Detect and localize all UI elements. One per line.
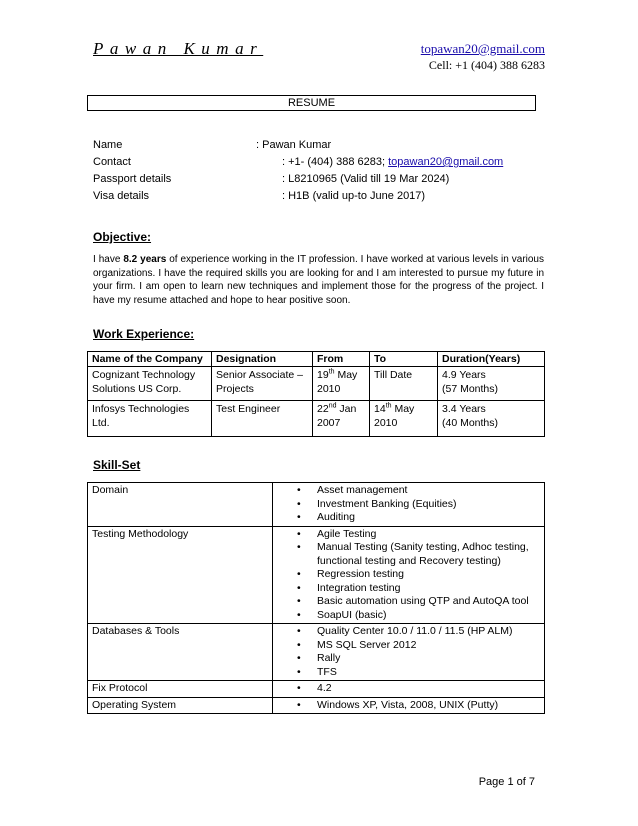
contact-email-link[interactable]: topawan20@gmail.com bbox=[388, 156, 504, 168]
work-company: Infosys Technologies Ltd. bbox=[88, 401, 212, 437]
work-designation: Senior Associate – Projects bbox=[212, 367, 313, 401]
work-company: Cognizant Technology Solutions US Corp. bbox=[88, 367, 212, 401]
list-item: • 4.2 bbox=[317, 682, 540, 696]
work-designation: Test Engineer bbox=[212, 401, 313, 437]
list-item: • Regression testing bbox=[317, 568, 540, 582]
skill-list bbox=[277, 699, 540, 713]
work-header-to: To bbox=[370, 352, 438, 367]
work-header-designation: Designation bbox=[212, 352, 313, 367]
list-item: • Rally bbox=[317, 652, 540, 666]
skill-list bbox=[277, 528, 540, 623]
skill-category: Operating System bbox=[88, 697, 273, 714]
list-item: • Quality Center 10.0 / 11.0 / 11.5 (HP ALM) bbox=[317, 625, 540, 639]
skill-list bbox=[277, 484, 540, 525]
skill-items bbox=[273, 526, 545, 624]
list-item: • Integration testing bbox=[317, 582, 540, 596]
list-item: • SoapUI (basic) bbox=[317, 609, 540, 623]
info-passport-label: Passport details bbox=[93, 173, 172, 185]
page-number: Page 1 of 7 bbox=[478, 776, 535, 788]
skill-items bbox=[273, 681, 545, 698]
work-from: 22nd Jan 2007 bbox=[313, 401, 370, 437]
skill-category: Testing Methodology bbox=[88, 526, 273, 624]
info-visa-label: Visa details bbox=[93, 190, 150, 202]
list-item: • Investment Banking (Equities) bbox=[317, 498, 540, 512]
table-row bbox=[88, 697, 545, 714]
resume-title-box bbox=[87, 95, 536, 111]
table-row bbox=[88, 624, 545, 681]
header-cell-phone: Cell: +1 (404) 388 6283 bbox=[428, 58, 545, 72]
table-row bbox=[88, 401, 545, 437]
objective-years: 8.2 years bbox=[123, 254, 167, 265]
table-row bbox=[88, 526, 545, 624]
info-contact-label: Contact bbox=[93, 156, 131, 168]
list-item: • Auditing bbox=[317, 511, 540, 525]
info-contact-value bbox=[282, 156, 503, 168]
work-duration: 3.4 Years (40 Months) bbox=[438, 401, 545, 437]
candidate-name: Pawan Kumar bbox=[93, 39, 264, 58]
skill-items bbox=[273, 697, 545, 714]
list-item: • Windows XP, Vista, 2008, UNIX (Putty) bbox=[317, 699, 540, 713]
info-visa-value: : H1B (valid up-to June 2017) bbox=[282, 190, 426, 202]
skill-list bbox=[277, 682, 540, 696]
list-item: • Manual Testing (Sanity testing, Adhoc testing, functional testing and Recovery testing) bbox=[317, 541, 540, 568]
info-name-value: : Pawan Kumar bbox=[256, 139, 332, 151]
skill-category: Databases & Tools bbox=[88, 624, 273, 681]
skill-list bbox=[277, 625, 540, 679]
objective-text-rest: of experience working in the IT profession. I have worked at various levels in various organizations. I have the required skills you are looking for and I am interested to pursue my future in your firm. I am open to learn new techniques and implement those for the progress of the project. I have my resume attached and hope to hear positive soon. bbox=[93, 254, 544, 306]
list-item: • Basic automation using QTP and AutoQA tool bbox=[317, 595, 540, 609]
work-experience-table bbox=[87, 351, 545, 437]
header-email-link[interactable]: topawan20@gmail.com bbox=[420, 41, 545, 56]
work-to: 14th May 2010 bbox=[370, 401, 438, 437]
skill-category: Domain bbox=[88, 483, 273, 527]
work-header-company: Name of the Company bbox=[88, 352, 212, 367]
skill-set-table bbox=[87, 482, 545, 714]
list-item: • TFS bbox=[317, 666, 540, 680]
info-name-label: Name bbox=[93, 139, 123, 151]
work-table-header-row bbox=[88, 352, 545, 367]
objective-heading: Objective: bbox=[93, 230, 152, 244]
work-header-duration: Duration(Years) bbox=[438, 352, 545, 367]
skill-items bbox=[273, 624, 545, 681]
list-item: • Asset management bbox=[317, 484, 540, 498]
table-row bbox=[88, 681, 545, 698]
objective-paragraph bbox=[93, 253, 544, 307]
skill-category: Fix Protocol bbox=[88, 681, 273, 698]
list-item: • Agile Testing bbox=[317, 528, 540, 542]
resume-title: RESUME bbox=[287, 97, 336, 109]
contact-phone: : +1- (404) 388 6283; bbox=[282, 156, 389, 168]
skill-items bbox=[273, 483, 545, 527]
list-item: • MS SQL Server 2012 bbox=[317, 639, 540, 653]
table-row bbox=[88, 367, 545, 401]
work-experience-heading: Work Experience: bbox=[93, 327, 195, 341]
work-from: 19th May 2010 bbox=[313, 367, 370, 401]
table-row bbox=[88, 483, 545, 527]
work-header-from: From bbox=[313, 352, 370, 367]
info-passport-value: : L8210965 (Valid till 19 Mar 2024) bbox=[282, 173, 450, 185]
skill-set-heading: Skill-Set bbox=[93, 458, 141, 472]
work-to: Till Date bbox=[370, 367, 438, 401]
work-duration: 4.9 Years (57 Months) bbox=[438, 367, 545, 401]
objective-text-start: I have bbox=[93, 254, 124, 265]
